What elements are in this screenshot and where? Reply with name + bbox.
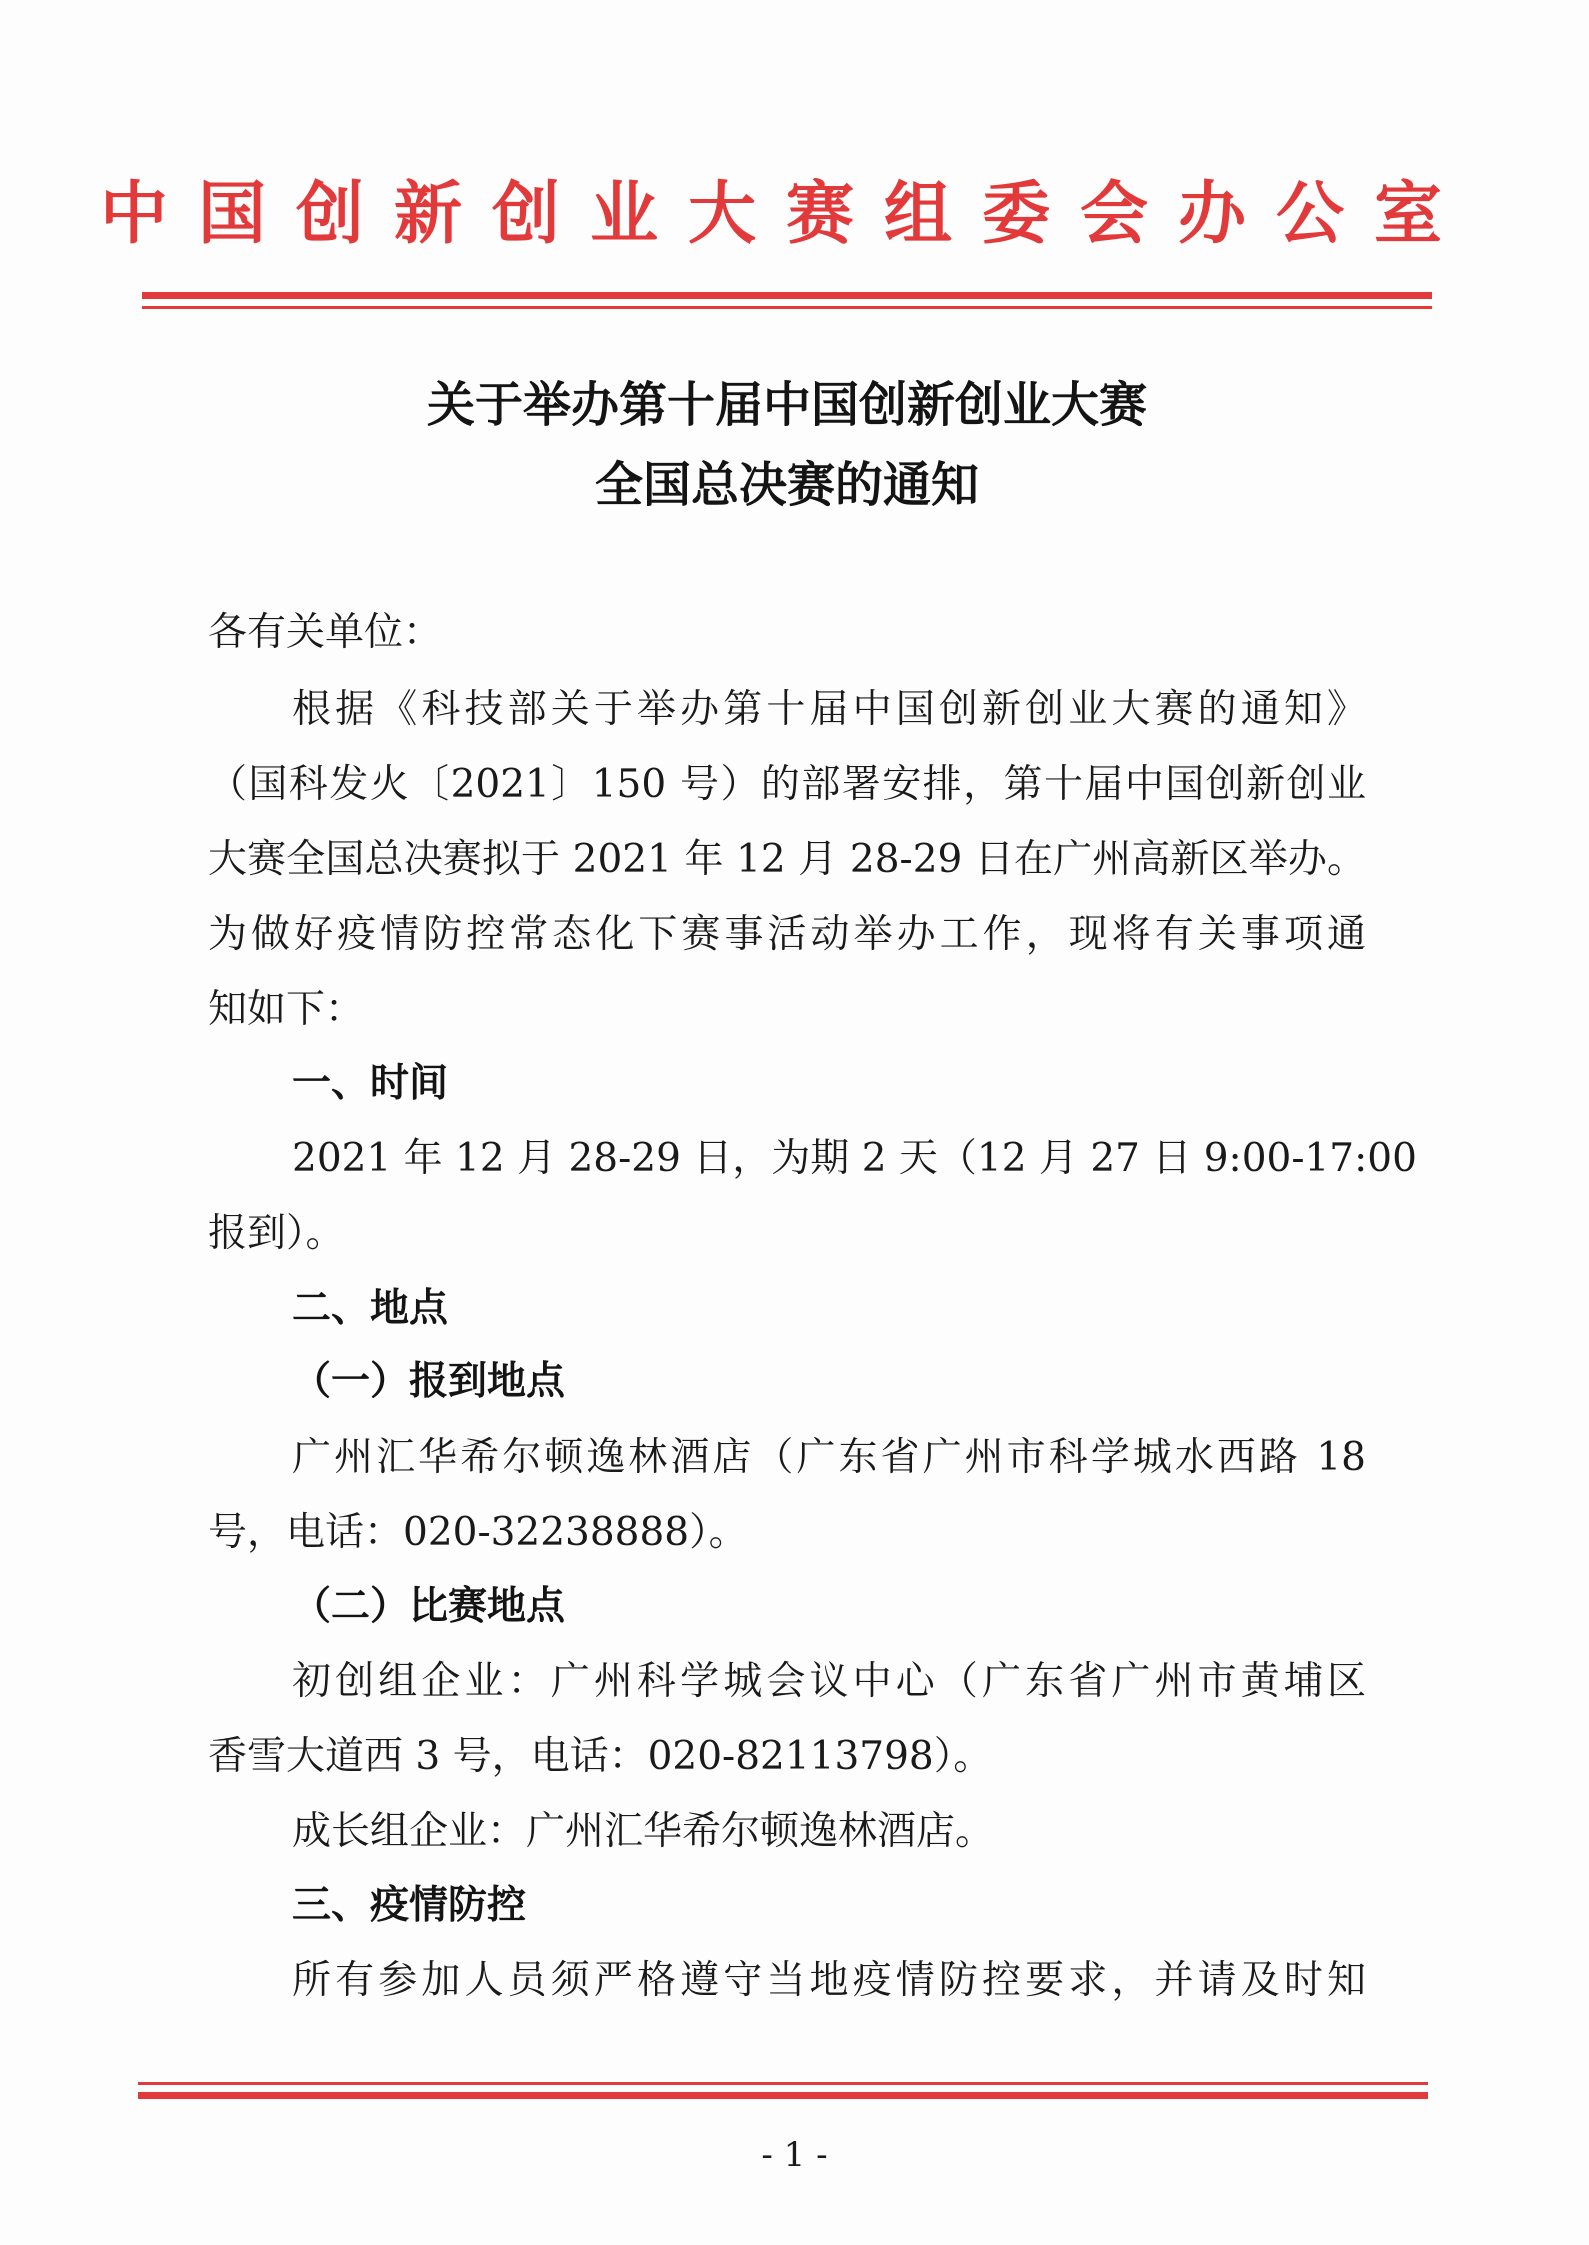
letterhead-rule-thin — [142, 306, 1432, 309]
salutation: 各有关单位： — [208, 610, 443, 655]
checkin-line: 广州汇华希尔顿逸林酒店（广东省广州市科学城水西路 18 — [292, 1435, 1366, 1480]
time-line: 报到）。 — [208, 1211, 345, 1256]
section-heading-time: 一、时间 — [292, 1061, 449, 1106]
intro-line: 知如下： — [208, 987, 365, 1032]
subsection-heading-venue: （二）比赛地点 — [292, 1584, 566, 1629]
intro-line: 根据《科技部关于举办第十届中国创新创业大赛的通知》 — [292, 687, 1366, 732]
epidemic-line: 所有参加人员须严格遵守当地疫情防控要求，并请及时知 — [292, 1958, 1366, 2003]
intro-line: （国科发火〔2021〕150 号）的部署安排，第十届中国创新创业 — [208, 762, 1366, 807]
intro-line: 大赛全国总决赛拟于 2021 年 12 月 28-29 日在广州高新区举办。 — [208, 837, 1366, 882]
document-title-line1: 关于举办第十届中国创新创业大赛 — [426, 377, 1147, 433]
letterhead-rule-thick — [142, 292, 1432, 299]
venue-line: 香雪大道西 3 号，电话：020-82113798）。 — [208, 1734, 993, 1779]
venue-line: 成长组企业：广州汇华希尔顿逸林酒店。 — [292, 1809, 995, 1854]
subsection-heading-checkin: （一）报到地点 — [292, 1359, 566, 1404]
document-title-line2: 全国总决赛的通知 — [594, 457, 979, 513]
footer-rule-thick — [138, 2092, 1428, 2099]
letterhead-organization: 中国创新创业大赛组委会办公室 — [100, 174, 1473, 254]
section-heading-epidemic: 三、疫情防控 — [292, 1883, 527, 1928]
section-heading-location: 二、地点 — [292, 1286, 449, 1331]
page-number: - 1 - — [761, 2135, 828, 2175]
venue-line: 初创组企业：广州科学城会议中心（广东省广州市黄埔区 — [292, 1659, 1366, 1704]
intro-line: 为做好疫情防控常态化下赛事活动举办工作，现将有关事项通 — [208, 912, 1366, 957]
footer-rule-thin — [138, 2082, 1428, 2085]
checkin-line: 号，电话：020-32238888）。 — [208, 1510, 748, 1555]
time-line: 2021 年 12 月 28-29 日，为期 2 天（12 月 27 日 9:00-17:00 — [292, 1136, 1417, 1181]
